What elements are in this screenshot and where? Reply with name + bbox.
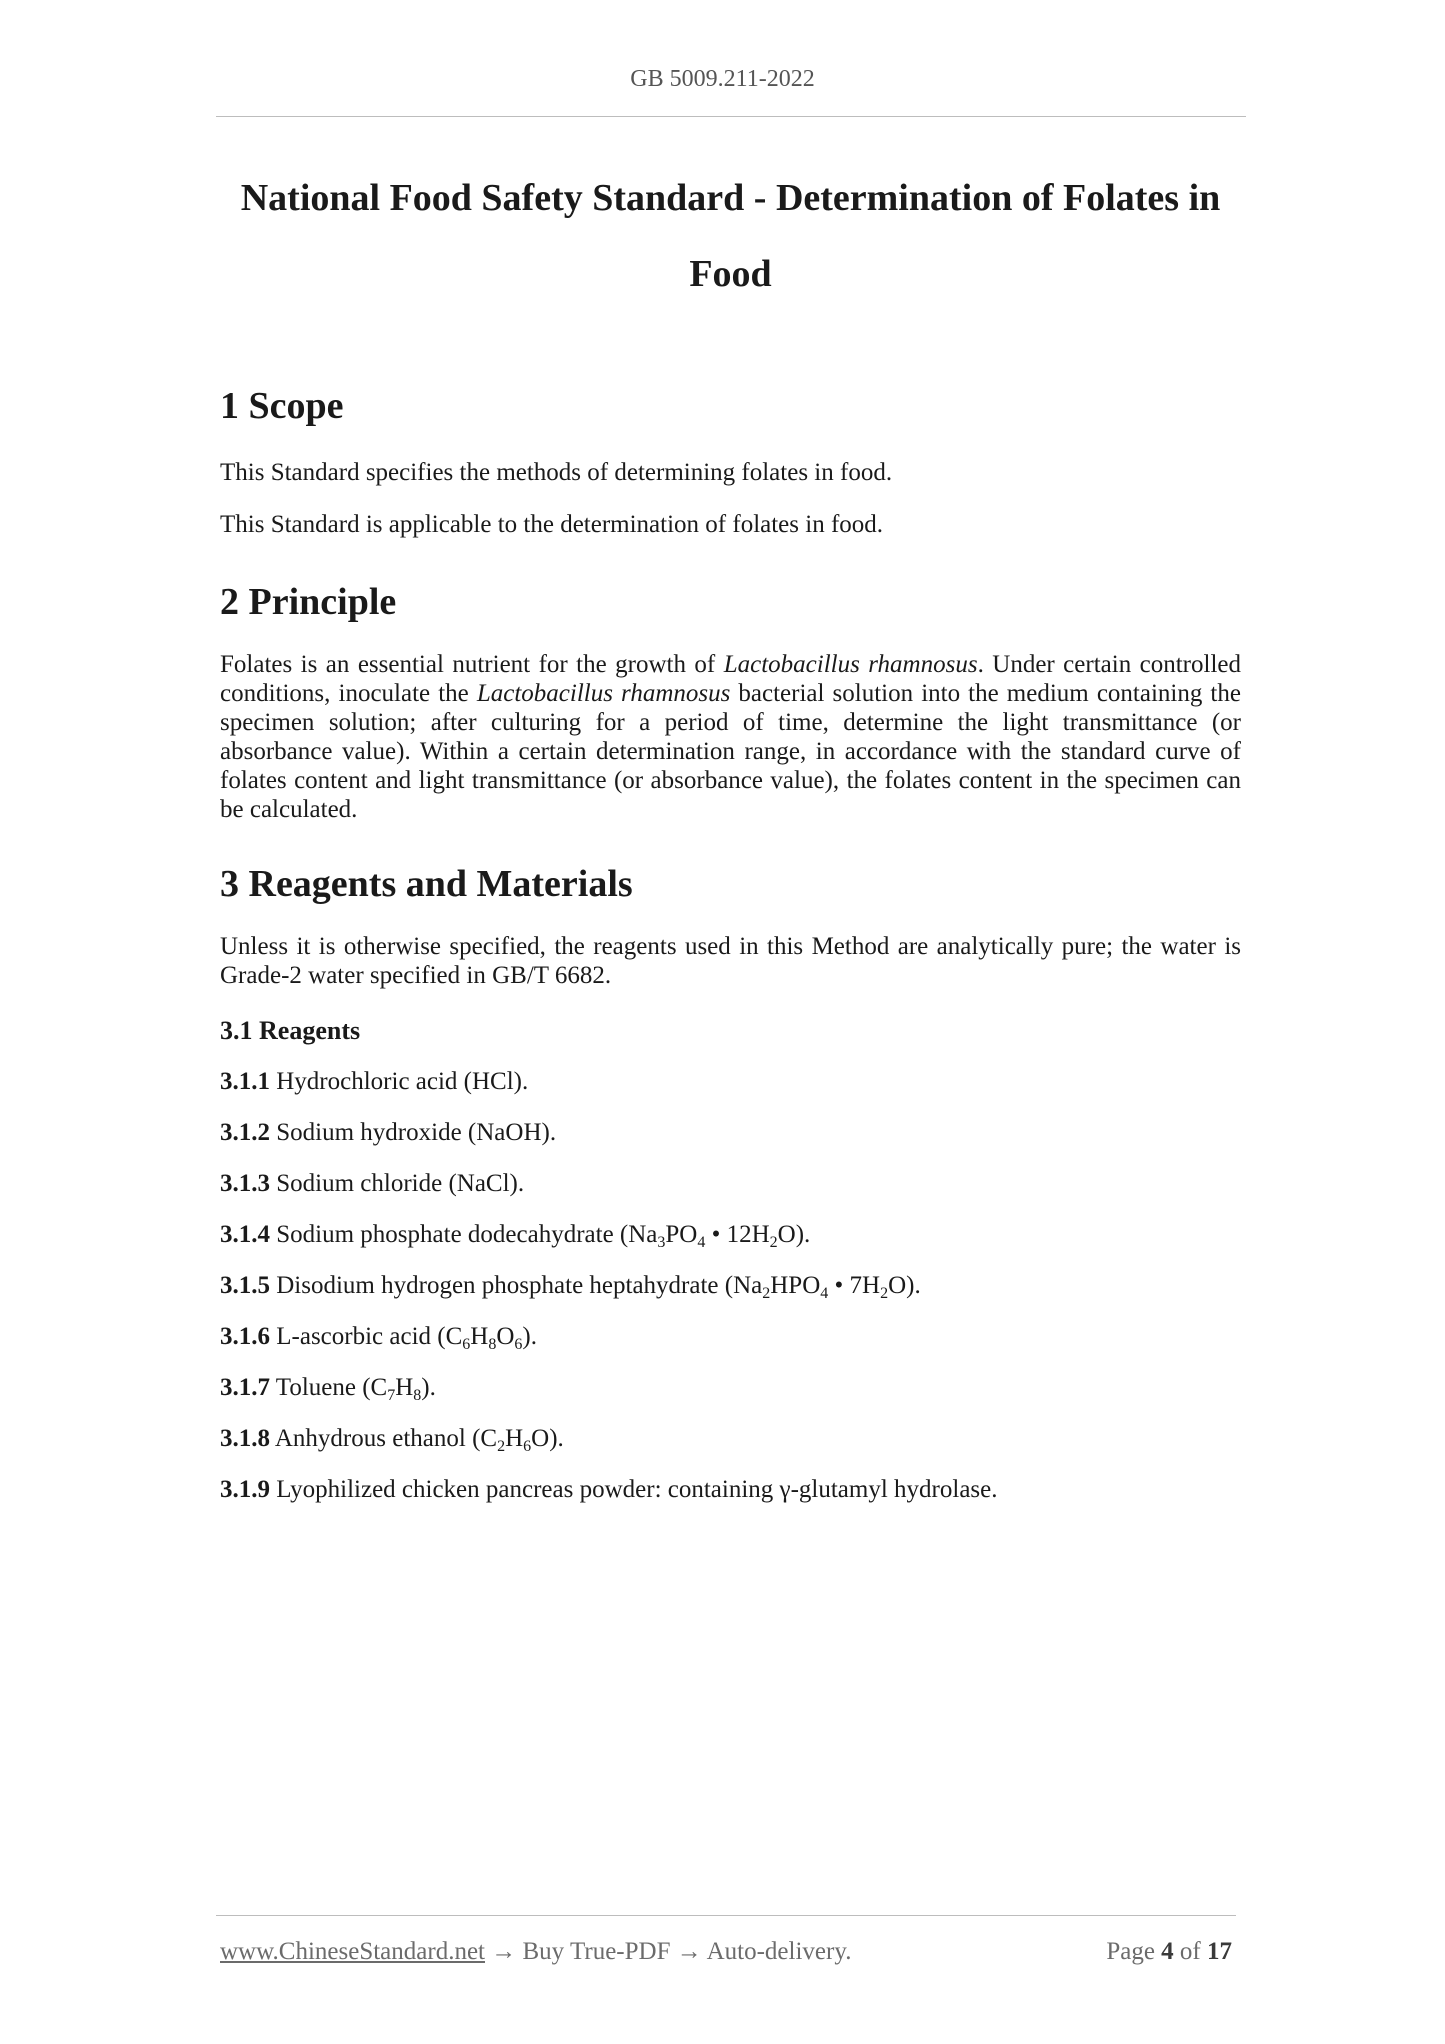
footer-promo (220, 1938, 851, 1966)
page-label: Page (1106, 1938, 1155, 1965)
document-title: National Food Safety Standard - Determination of Folates in Food (240, 177, 1221, 295)
subscript: 2 (762, 1285, 771, 1302)
reagent-item (220, 1422, 1241, 1456)
subscript: 3 (657, 1234, 666, 1251)
website-link[interactable]: www.ChineseStandard.net (220, 1938, 485, 1965)
text-run: Anhydrous ethanol (C (270, 1425, 498, 1452)
item-number: 3.1.2 (220, 1119, 270, 1146)
subscript: 6 (523, 1438, 532, 1455)
page-number (1106, 1938, 1232, 1966)
text-run: H (395, 1374, 414, 1401)
text-run: H (470, 1323, 489, 1350)
text-run: . Under certain controlled conditions, inoculate the (220, 651, 1241, 707)
text-run: • 12H (705, 1221, 770, 1248)
item-number: 3.1.4 (220, 1221, 270, 1248)
item-number: 3.1.9 (220, 1476, 270, 1503)
subsection-heading-reagents: 3.1 Reagents (220, 1016, 361, 1045)
subscript: 7 (387, 1387, 396, 1404)
text-run: Lyophilized chicken pancreas powder: containing γ-glutamyl hydrolase. (270, 1476, 998, 1503)
text-run: L-ascorbic acid (C (270, 1323, 463, 1350)
running-header: GB 5009.211-2022 (630, 66, 815, 92)
subscript: 2 (880, 1285, 889, 1302)
text-run: Disodium hydrogen phosphate heptahydrate (Na (270, 1272, 763, 1299)
reagent-item (220, 1065, 1241, 1099)
reagents-intro-paragraph (220, 932, 1241, 990)
item-number: 3.1.5 (220, 1272, 270, 1299)
text-run: O). (888, 1272, 921, 1299)
text-run: HPO (770, 1272, 821, 1299)
item-number: 3.1.1 (220, 1068, 270, 1095)
subscript: 6 (462, 1336, 471, 1353)
subscript: 8 (413, 1387, 422, 1404)
page-total: 17 (1207, 1938, 1232, 1965)
text-run: This Standard specifies the methods of determining folates in food. (220, 459, 893, 486)
text-run: Folates is an essential nutrient for the growth of (220, 651, 724, 678)
item-number: 3.1.8 (220, 1425, 270, 1452)
text-run: Sodium chloride (NaCl). (270, 1170, 525, 1197)
reagent-list (220, 1065, 1241, 1507)
footer-promo-text: → Buy True-PDF → Auto-delivery. (485, 1938, 852, 1965)
text-run: O). (531, 1425, 564, 1452)
reagent-item (220, 1320, 1241, 1354)
italic-term: Lactobacillus rhamnosus (476, 680, 731, 707)
subscript: 8 (488, 1336, 497, 1353)
footer-divider (216, 1915, 1236, 1916)
page-footer (220, 1938, 1232, 1972)
page-of: of (1179, 1938, 1201, 1965)
subscript: 4 (697, 1234, 706, 1251)
text-run: Hydrochloric acid (HCl). (270, 1068, 529, 1095)
principle-paragraph (220, 650, 1241, 824)
subscript: 2 (497, 1438, 506, 1455)
reagent-item (220, 1116, 1241, 1150)
text-run: Sodium hydroxide (NaOH). (270, 1119, 557, 1146)
text-run: This Standard is applicable to the determination of folates in food. (220, 511, 884, 538)
scope-paragraph (220, 454, 1241, 492)
section-heading-reagents-materials: 3 Reagents and Materials (220, 863, 633, 905)
page-current: 4 (1161, 1938, 1174, 1965)
item-number: 3.1.6 (220, 1323, 270, 1350)
reagent-item (220, 1269, 1241, 1303)
subscript: 4 (820, 1285, 829, 1302)
page-content (220, 160, 1241, 1507)
text-run: O). (777, 1221, 811, 1248)
text-run: ). (522, 1323, 537, 1350)
text-run: bacterial solution into the medium containing the specimen solution; after culturing for a period of time, determine the light transmittance (or absorbance value). Within a certain determination range, in accordance with the standard curve of folates content and light transmittance (or absorbance value), the folates content in the specimen can be calculated. (220, 680, 1241, 823)
reagent-item (220, 1371, 1241, 1405)
subscript: 2 (769, 1234, 778, 1251)
text-run: PO (665, 1221, 698, 1248)
item-number: 3.1.7 (220, 1374, 270, 1401)
scope-paragraph (220, 506, 1241, 544)
text-run: Sodium phosphate dodecahydrate (Na (270, 1221, 658, 1248)
text-run: O (496, 1323, 515, 1350)
text-run: ). (421, 1374, 436, 1401)
text-run: • 7H (828, 1272, 881, 1299)
header-divider (216, 116, 1246, 117)
section-heading-scope: 1 Scope (220, 385, 344, 427)
section-heading-principle: 2 Principle (220, 581, 397, 623)
italic-term: Lactobacillus rhamnosus (723, 651, 978, 678)
reagent-item (220, 1167, 1241, 1201)
text-run: Unless it is otherwise specified, the reagents used in this Method are analytically pure; the water is Grade-2 water specified in GB/T 6682. (220, 933, 1241, 989)
reagent-item (220, 1473, 1241, 1507)
item-number: 3.1.3 (220, 1170, 270, 1197)
subscript: 6 (514, 1336, 523, 1353)
text-run: H (505, 1425, 524, 1452)
text-run: Toluene (C (270, 1374, 388, 1401)
reagent-item (220, 1218, 1241, 1252)
